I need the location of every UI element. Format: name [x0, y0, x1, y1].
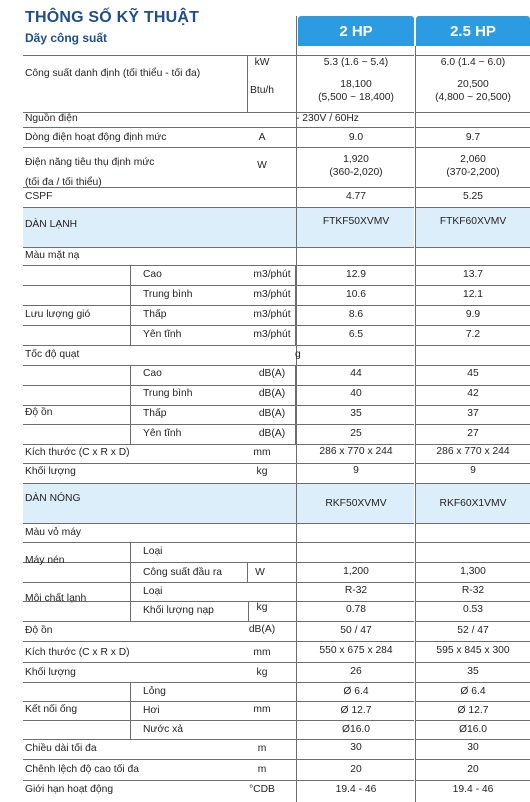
piping-value-2hp: Ø16.0 — [341, 723, 371, 735]
grid-hline — [23, 265, 530, 266]
airflow-value-2-5hp: 7.2 — [465, 328, 481, 340]
capacity-btu-2hp-text: 18,100 (5,500 ~ 18,400) — [318, 79, 394, 103]
grid-hline — [23, 365, 530, 366]
cspf-label: CSPF — [25, 190, 53, 202]
max-height-2hp: 20 — [350, 763, 362, 775]
capacity-btu-2hp — [298, 78, 414, 104]
indoor-weight-2-5hp: 9 — [470, 464, 476, 476]
grid-hline — [23, 759, 530, 760]
noise-value-2hp: 35 — [350, 407, 362, 419]
indoor-model-2hp: FTKF50XVMV — [322, 215, 390, 227]
grid-hline — [23, 720, 530, 721]
grid-hline — [23, 112, 530, 113]
outdoor-noise-unit: dB(A) — [248, 623, 276, 635]
max-length-2hp: 30 — [350, 741, 362, 753]
grid-hline — [23, 147, 530, 148]
op-range-2hp: 19.4 - 46 — [335, 783, 377, 795]
refrigerant-type-2hp: R-32 — [344, 584, 368, 596]
airflow-unit: m3/phút — [253, 308, 291, 320]
power-label: Nguồn điện — [25, 112, 78, 124]
current-2hp: 9.0 — [348, 131, 364, 143]
cspf-2hp: 4.77 — [345, 190, 367, 202]
current-label: Dòng điện hoạt động định mức — [25, 131, 167, 143]
consumption-label: Điện năng tiêu thụ định mức (tối đa / tối thiểu) — [25, 157, 155, 188]
grid-vline — [130, 365, 131, 444]
grid-vline — [130, 542, 131, 621]
capacity-kw-2hp: 5.3 (1.6 ~ 5.4) — [323, 56, 389, 68]
airflow-level-label: Thấp — [143, 308, 167, 320]
airflow-value-2hp: 6.5 — [348, 328, 364, 340]
airflow-value-2hp: 8.6 — [348, 308, 364, 320]
noise-value-2hp: 40 — [350, 387, 362, 399]
noise-value-2hp: 25 — [350, 427, 362, 439]
noise-level-label: Thấp — [143, 407, 167, 419]
consumption-2hp: 1,920 (360-2,020) — [329, 154, 383, 178]
grid-hline — [23, 621, 530, 622]
indoor-dim-unit: mm — [253, 446, 271, 458]
page-subtitle: Dãy công suất — [25, 31, 108, 45]
max-length-2-5hp: 30 — [467, 741, 479, 753]
grid-hline — [23, 127, 530, 128]
piping-label: Kết nối ống — [25, 703, 78, 715]
outdoor-model-2-5hp: RKF60X1VMV — [439, 497, 507, 509]
noise-unit: dB(A) — [258, 427, 286, 439]
grid-hline — [23, 780, 530, 781]
outdoor-weight-unit: kg — [256, 666, 268, 678]
current-unit: A — [258, 131, 266, 143]
noise-level-label: Yên tĩnh — [143, 427, 182, 439]
compressor-label: Máy nén — [25, 554, 65, 566]
indoor-section-label: DÀN LẠNH — [25, 218, 78, 230]
model-header-2-5hp: 2.5 HP — [416, 16, 530, 46]
grid-hline — [23, 739, 530, 740]
refrigerant-type-2-5hp: R-32 — [461, 584, 485, 596]
outdoor-noise-2hp: 50 / 47 — [340, 624, 372, 636]
indoor-weight-label: Khối lượng — [25, 465, 76, 477]
grid-hline — [23, 305, 530, 306]
compressor-type-label: Loại — [143, 545, 163, 557]
current-2-5hp: 9.7 — [465, 131, 481, 143]
outdoor-dim-unit: mm — [253, 646, 271, 658]
outdoor-model-2hp: RKF50XVMV — [325, 497, 387, 509]
grid-hline — [23, 641, 530, 642]
outdoor-noise-label: Độ ồn — [25, 624, 53, 636]
grid-hline — [23, 463, 530, 464]
grid-hline — [23, 55, 530, 56]
compressor-output-label: Công suất đầu ra — [143, 566, 222, 578]
power-value: - 230V / 60Hz — [296, 112, 359, 124]
airflow-label: Lưu lượng gió — [25, 308, 91, 320]
max-length-unit: m — [257, 742, 267, 754]
grid-hline — [23, 207, 530, 208]
airflow-value-2hp: 10.6 — [345, 288, 367, 300]
grid-hline — [23, 701, 530, 702]
grid-hline — [23, 483, 530, 484]
indoor-weight-2hp: 9 — [353, 464, 359, 476]
capacity-btu-2-5hp-text: 20,500 (4,800 ~ 20,500) — [435, 79, 511, 103]
airflow-unit: m3/phút — [253, 328, 291, 340]
indoor-dim-2hp: 286 x 770 x 244 — [319, 445, 393, 457]
grid-hline — [23, 285, 530, 286]
op-range-2-5hp: 19.4 - 46 — [452, 783, 494, 795]
fan-speed-label: Tốc độ quạt — [25, 348, 80, 360]
grid-hline — [23, 542, 530, 543]
noise-unit: dB(A) — [258, 367, 286, 379]
piping-unit: mm — [253, 703, 271, 715]
compressor-output-2hp: 1,200 — [343, 565, 369, 577]
refrigerant-type-label: Loại — [143, 585, 163, 597]
grid-hline — [23, 247, 530, 248]
max-height-2-5hp: 20 — [467, 763, 479, 775]
airflow-unit: m3/phút — [253, 288, 291, 300]
airflow-value-2-5hp: 12.1 — [462, 288, 484, 300]
indoor-weight-unit: kg — [256, 465, 268, 477]
piping-value-2hp: Ø 6.4 — [343, 685, 369, 697]
refrigerant-charge-2-5hp: 0.53 — [462, 603, 484, 615]
model-header-2hp: 2 HP — [298, 16, 414, 46]
page-title: THÔNG SỐ KỸ THUẬT — [25, 9, 200, 26]
grid-hline — [23, 562, 530, 563]
noise-value-2-5hp: 27 — [467, 427, 479, 439]
max-height-unit: m — [257, 763, 267, 775]
panel-color-label: Màu mặt nạ — [25, 249, 80, 261]
noise-level-label: Trung bình — [143, 387, 193, 399]
grid-hline — [23, 582, 530, 583]
outdoor-weight-label: Khối lượng — [25, 666, 76, 678]
airflow-level-label: Cao — [143, 268, 162, 280]
noise-value-2-5hp: 42 — [467, 387, 479, 399]
grid-hline — [23, 523, 530, 524]
grid-hline — [23, 662, 530, 663]
noise-level-label: Cao — [143, 367, 162, 379]
op-range-unit: °CDB — [249, 783, 275, 795]
cspf-2-5hp: 5.25 — [462, 190, 484, 202]
compressor-output-2-5hp: 1,300 — [460, 565, 486, 577]
grid-hline — [23, 682, 530, 683]
outdoor-noise-2-5hp: 52 / 47 — [457, 624, 489, 636]
indoor-model-2-5hp: FTKF60XVMV — [439, 215, 507, 227]
noise-label: Độ ồn — [25, 406, 53, 418]
piping-value-2-5hp: Ø 6.4 — [460, 685, 486, 697]
airflow-value-2-5hp: 13.7 — [462, 268, 484, 280]
piping-level-label: Hơi — [143, 704, 160, 716]
piping-value-2-5hp: Ø 12.7 — [457, 704, 489, 716]
fan-speed-value: g — [295, 348, 301, 360]
grid-hline — [23, 601, 530, 602]
noise-value-2-5hp: 45 — [467, 367, 479, 379]
capacity-btu-unit: Btu/h — [249, 84, 275, 96]
max-length-label: Chiều dài tối đa — [25, 742, 97, 754]
capacity-btu-2-5hp — [416, 78, 530, 104]
casing-color-label: Màu vỏ máy — [25, 526, 82, 538]
grid-vline — [130, 265, 131, 345]
capacity-kw-2-5hp: 6.0 (1.4 ~ 6.0) — [440, 56, 506, 68]
capacity-label: Công suất danh định (tối thiểu - tối đa) — [25, 67, 201, 79]
capacity-kw-unit: kW — [254, 56, 270, 68]
grid-hline — [23, 424, 530, 425]
noise-unit: dB(A) — [258, 387, 286, 399]
airflow-value-2-5hp: 9.9 — [465, 308, 481, 320]
indoor-dim-2-5hp: 286 x 770 x 244 — [436, 445, 510, 457]
outdoor-weight-2hp: 26 — [350, 665, 362, 677]
outdoor-dim-label: Kích thước (C x R x D) — [25, 646, 130, 658]
refrigerant-label: Môi chất lạnh — [25, 592, 87, 604]
outdoor-dim-2-5hp: 595 x 845 x 300 — [436, 644, 510, 656]
grid-hline — [23, 405, 530, 406]
piping-value-2hp: Ø 12.7 — [340, 704, 372, 716]
compressor-output-unit: W — [255, 566, 265, 578]
outdoor-section-label: DÀN NÓNG — [25, 492, 81, 504]
airflow-value-2hp: 12.9 — [345, 268, 367, 280]
refrigerant-charge-2hp: 0.78 — [345, 603, 367, 615]
outdoor-weight-2-5hp: 35 — [467, 665, 479, 677]
noise-value-2-5hp: 37 — [467, 407, 479, 419]
op-range-label: Giới hạn hoạt động — [25, 783, 114, 795]
piping-level-label: Nước xả — [143, 723, 183, 735]
grid-hline — [23, 444, 530, 445]
grid-hline — [23, 345, 530, 346]
max-height-label: Chênh lệch độ cao tối đa — [25, 763, 139, 775]
refrigerant-charge-unit: kg — [256, 601, 268, 613]
noise-unit: dB(A) — [258, 407, 286, 419]
indoor-dim-label: Kích thước (C x R x D) — [25, 446, 130, 458]
consumption-2-5hp: 2,060 (370-2,200) — [446, 154, 500, 178]
grid-hline — [23, 325, 530, 326]
piping-level-label: Lỏng — [143, 685, 166, 697]
piping-value-2-5hp: Ø16.0 — [458, 723, 488, 735]
airflow-level-label: Trung bình — [143, 288, 193, 300]
refrigerant-charge-label: Khối lượng nạp — [143, 604, 214, 616]
noise-value-2hp: 44 — [350, 367, 362, 379]
consumption-unit: W — [257, 159, 267, 171]
grid-hline — [23, 385, 530, 386]
grid-vline — [130, 682, 131, 739]
outdoor-dim-2hp: 550 x 675 x 284 — [319, 644, 393, 656]
airflow-unit: m3/phút — [253, 268, 291, 280]
airflow-level-label: Yên tĩnh — [143, 328, 182, 340]
